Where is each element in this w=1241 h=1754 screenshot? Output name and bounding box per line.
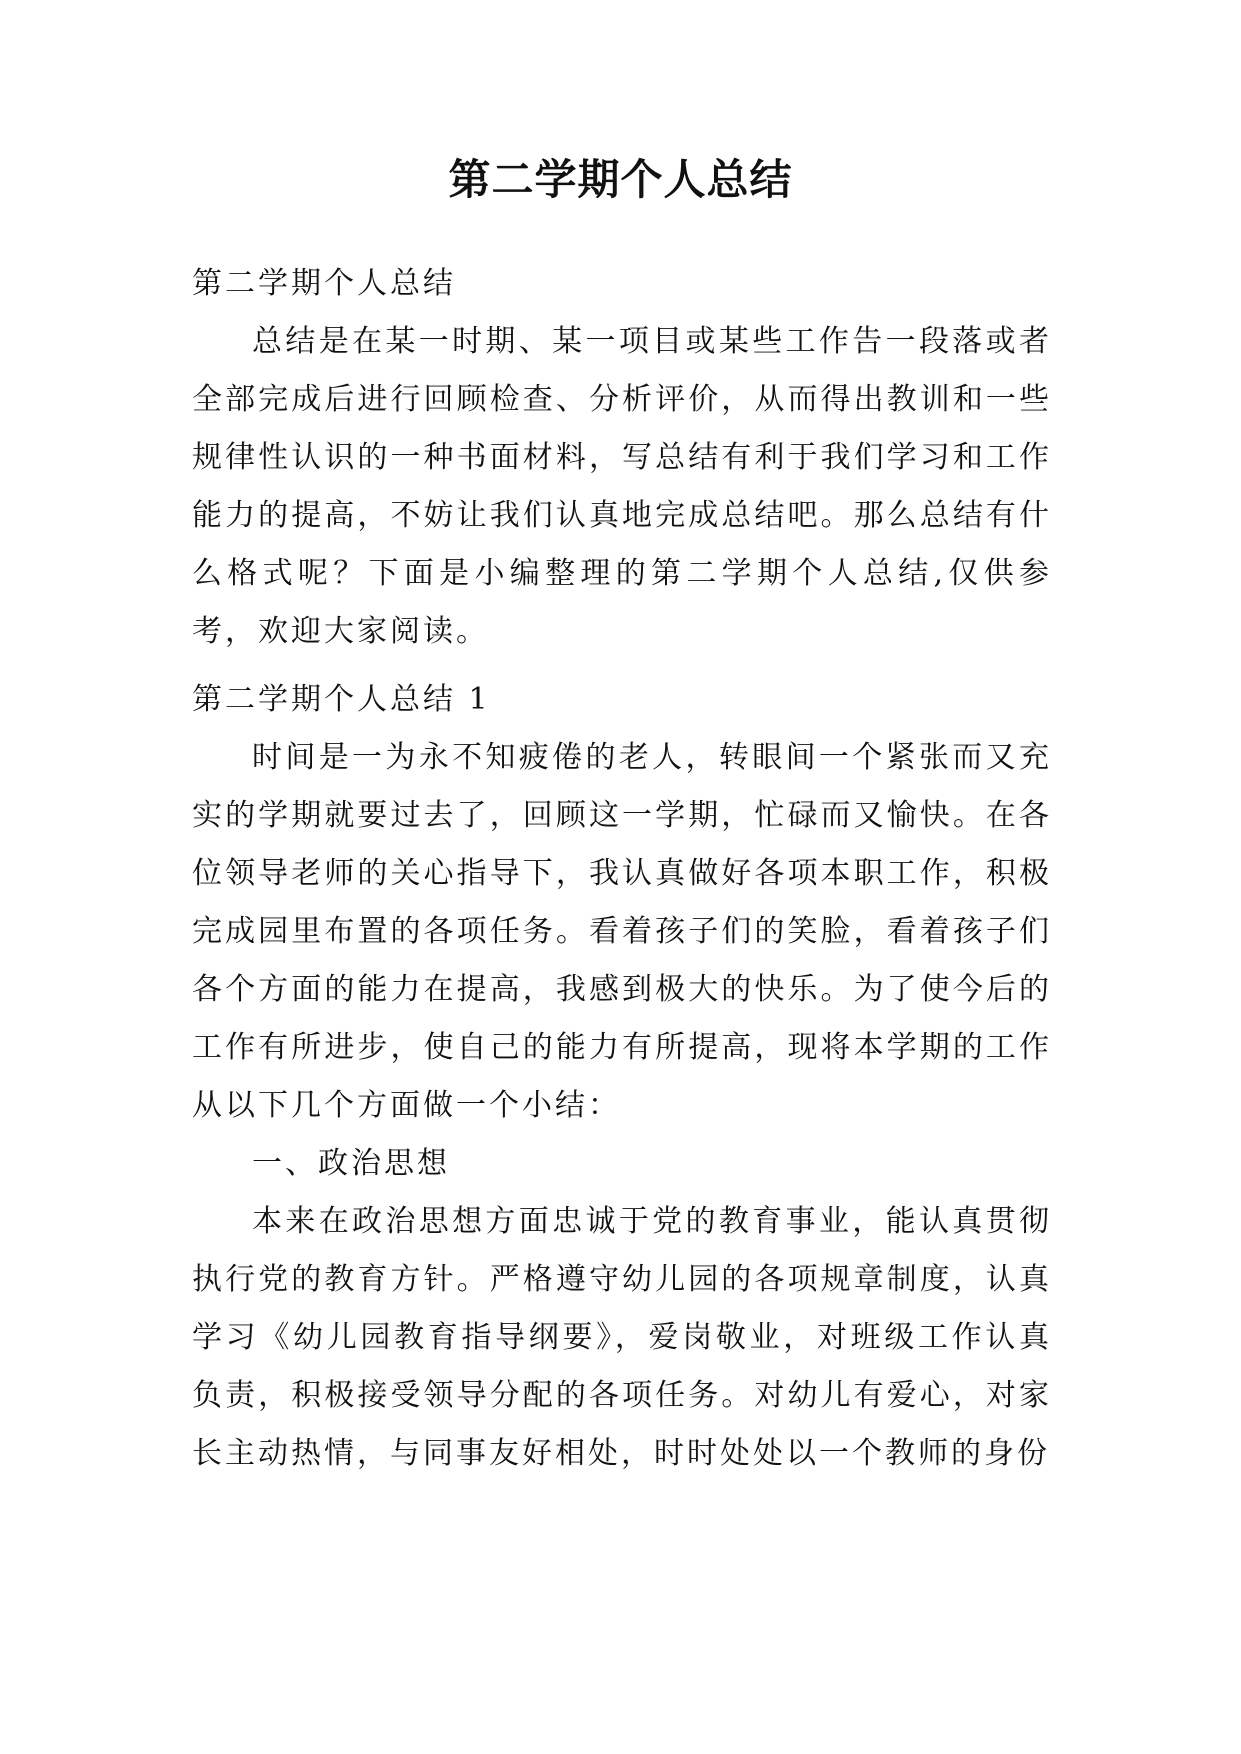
section-1-subheading: 一、政治思想: [252, 1146, 450, 1181]
section-1: [192, 671, 1052, 1483]
intro-section: [192, 255, 1052, 661]
section-1-label: 第二学期个人总结 1: [192, 682, 491, 717]
section-1-paragraph-2: 本来在政治思想方面忠诚于党的教育事业，能认真贯彻执行党的教育方针。严格遵守幼儿园的各项规章制度，认真学习《幼儿园教育指导纲要》，爱岗敬业，对班级工作认真负责，积极接受领导分配的各项任务。对幼儿有爱心，对家长主动热情，与同事友好相处，时时处处以一个教师的身份: [192, 1204, 1052, 1471]
page-title: 第二学期个人总结: [448, 155, 793, 204]
intro-paragraph: 总结是在某一时期、某一项目或某些工作告一段落或者全部完成后进行回顾检查、分析评价，从而得出教训和一些规律性认识的一种书面材料，写总结有利于我们学习和工作能力的提高，不妨让我们认真地完成总结吧。那么总结有什么格式呢？下面是小编整理的第二学期个人总结,仅供参考，欢迎大家阅读。: [192, 324, 1052, 649]
section-1-paragraph-1: 时间是一为永不知疲倦的老人，转眼间一个紧张而又充实的学期就要过去了，回顾这一学期，忙碌而又愉快。在各位领导老师的关心指导下，我认真做好各项本职工作，积极完成园里布置的各项任务。看着孩子们的笑脸，看着孩子们各个方面的能力在提高，我感到极大的快乐。为了使今后的工作有所进步，使自己的能力有所提高，现将本学期的工作从以下几个方面做一个小结：: [192, 740, 1052, 1123]
intro-label: 第二学期个人总结: [192, 266, 456, 301]
